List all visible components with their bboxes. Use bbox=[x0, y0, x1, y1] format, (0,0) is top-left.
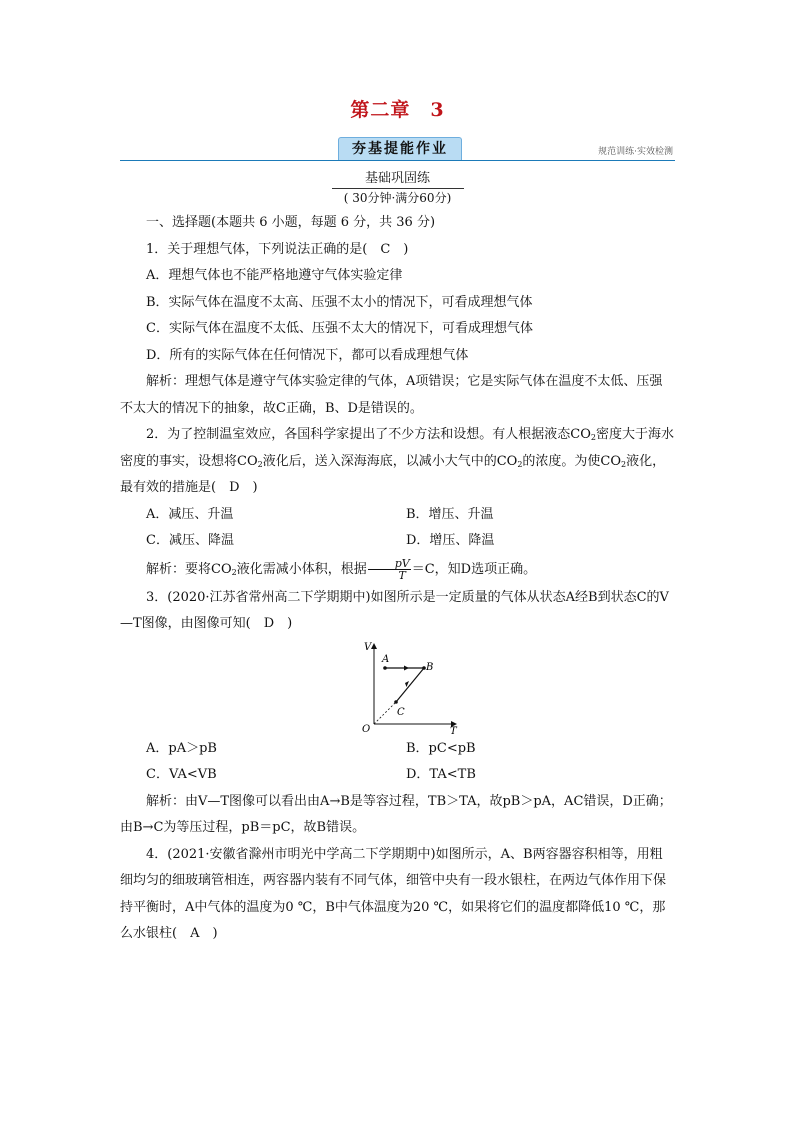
q3-option-b: B．pC<pB bbox=[406, 740, 476, 756]
q3-option-a: A．pA＞pB bbox=[146, 740, 217, 756]
section-subtitle: ( 30分钟·满分60分) bbox=[343, 191, 452, 205]
q1-option-d: D．所有的实际气体在任何情况下，都可以看成理想气体 bbox=[146, 347, 469, 363]
point-c-label: C bbox=[397, 706, 405, 718]
q2-option-b: B．增压、升温 bbox=[406, 506, 494, 522]
q3-options-row-1 bbox=[120, 736, 675, 763]
point-a-label: A bbox=[382, 653, 390, 665]
q2-option-c: C．减压、降温 bbox=[146, 533, 234, 548]
q1-analysis: 解析：理想气体是遵守气体实验定律的气体，A项错误；它是实际气体在温度不太低、压强不太大的情况下的抽象，故C正确，B、D是错误的。 bbox=[120, 374, 663, 416]
segment-bc bbox=[396, 668, 424, 702]
pv-over-t-fraction: $\frac{pV}{T}$ bbox=[368, 558, 411, 581]
q3-analysis: 解析：由V—T图像可以看出由A→B是等容过程，TB＞TA，故pB＞pA，AC错误，D正确；由B→C为等压过程，pB＝pC，故B错误。 bbox=[120, 793, 672, 835]
part-heading: 一、选择题(本题共 6 小题，每题 6 分，共 36 分) bbox=[146, 215, 436, 230]
origin-label: O bbox=[362, 723, 371, 734]
arrow-ab bbox=[404, 665, 409, 670]
section-title: 基础巩固练 bbox=[332, 171, 464, 189]
q2-analysis: 解析：要将$CO_2$液化需减小体积，根据 $\frac{pV}{T}$ ＝C，知D选项正确。 bbox=[146, 556, 537, 582]
q3-stem: 3．(2020·江苏省常州高二下学期期中)如图所示是一定质量的气体从状态A经B到状态C的V—T图像，由图像可知( D ) bbox=[120, 589, 669, 631]
worksheet-page bbox=[120, 96, 675, 948]
q1-stem: 1．关于理想气体，下列说法正确的是( C ) bbox=[146, 241, 409, 257]
q4-stem: 4．(2021·安徽省滁州市明光中学高二下学期期中)如图所示，A、B两容器容积相等，用粗细均匀的细玻璃管相连，两容器内装有不同气体，细管中央有一段水银柱，在两边气体作用下保持平衡时，A中气体的温度为0 ℃，B中气体温度为20 ℃，如果将它们的温度都降低10 ℃，那么水银柱( A ) bbox=[120, 846, 667, 941]
q1-option-c: C．实际气体在温度不太低、压强不太大的情况下，可看成理想气体 bbox=[146, 321, 533, 336]
t-axis-label: T bbox=[450, 725, 457, 734]
point-a bbox=[383, 666, 387, 670]
q2-options-row-2 bbox=[120, 528, 675, 555]
right-note: 规范训练·实效检测 bbox=[598, 147, 673, 157]
q2-stem: 2．为了控制温室效应，各国科学家提出了不少方法和设想。有人根据液态$CO_2$密度大于海水密度的事实，设想将$CO_2$液化后，送入深海海底，以减小大气中的$CO_2$的浓度。为使$CO_2$液化，最有效的措施是( D ) bbox=[120, 427, 674, 495]
q3-options-row-2 bbox=[120, 762, 675, 789]
q3-option-d: D．TA<TB bbox=[406, 767, 476, 782]
section-heading bbox=[120, 171, 675, 206]
q1-option-a: A．理想气体也不能严格地遵守气体实验定律 bbox=[146, 268, 403, 283]
chapter-title: 第二章 3 bbox=[350, 99, 445, 121]
q1-option-b: B．实际气体在温度不太高、压强不太小的情况下，可看成理想气体 bbox=[146, 294, 533, 310]
v-axis-label: V bbox=[364, 641, 372, 653]
q2-option-a: A．减压、升温 bbox=[146, 506, 234, 522]
banner-row bbox=[120, 134, 675, 161]
dashed-extension bbox=[374, 702, 396, 724]
vt-graph bbox=[360, 640, 460, 734]
banner-tab: 夯基提能作业 bbox=[338, 137, 462, 160]
q2-option-d: D．增压、降温 bbox=[406, 533, 495, 548]
point-b-label: B bbox=[426, 661, 434, 673]
q3-option-c: C．VA<VB bbox=[146, 767, 217, 782]
vt-graph-figure bbox=[120, 640, 675, 736]
q2-options-row-1 bbox=[120, 502, 675, 529]
point-c bbox=[394, 700, 398, 704]
